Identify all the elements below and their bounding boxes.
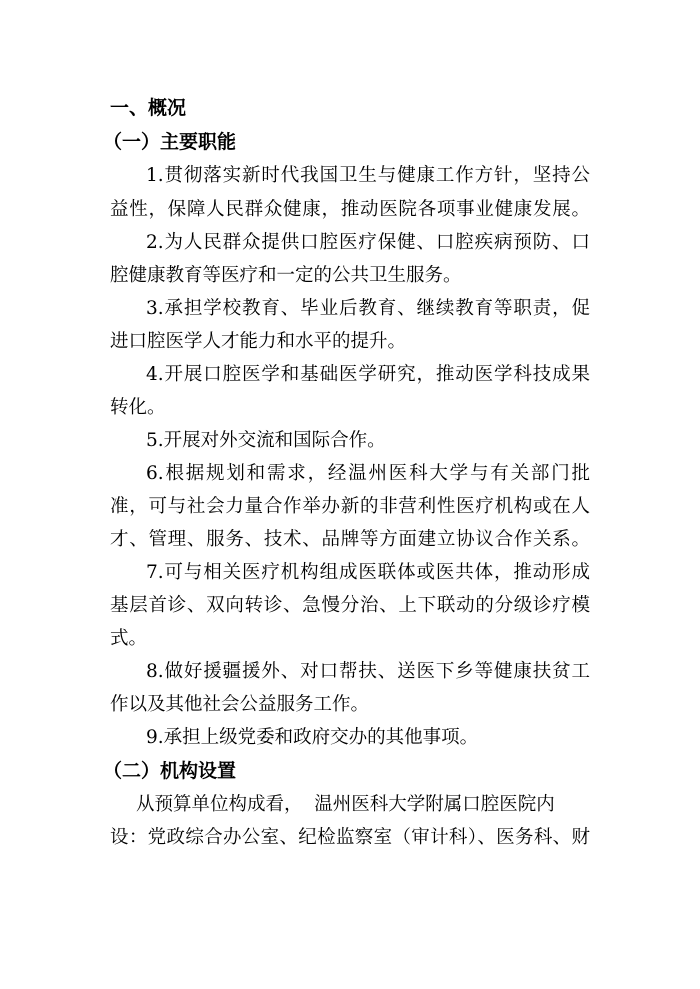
subsection-heading-structure: （二）机构设置 xyxy=(103,760,237,782)
subsection-heading-functions: （一）主要职能 xyxy=(103,131,237,153)
paragraph-line: 7.可与相关医疗机构组成医联体或医共体，推动形成 xyxy=(146,562,590,583)
paragraph-line: 转化。 xyxy=(110,397,166,418)
paragraph-line: 5.开展对外交流和国际合作。 xyxy=(146,430,386,451)
paragraph-line: 3.承担学校教育、毕业后教育、继续教育等职责，促 xyxy=(146,298,590,319)
paragraph-line: 9.承担上级党委和政府交办的其他事项。 xyxy=(146,727,479,748)
paragraph-line: 6.根据规划和需求，经温州医科大学与有关部门批 xyxy=(146,463,590,484)
paragraph-line: 基层首诊、双向转诊、急慢分治、上下联动的分级诊疗模 xyxy=(110,595,590,616)
paragraph-line: 1.贯彻落实新时代我国卫生与健康工作方针，坚持公 xyxy=(146,165,590,186)
paragraph-line: 益性，保障人民群众健康，推动医院各项事业健康发展。 xyxy=(110,199,590,220)
paragraph-line: 8.做好援疆援外、对口帮扶、送医下乡等健康扶贫工 xyxy=(146,661,590,682)
paragraph-line: 2.为人民群众提供口腔医疗保健、口腔疾病预防、口 xyxy=(146,232,590,253)
paragraph-line: 从预算单位构成看， 温州医科大学附属口腔医院内 xyxy=(136,794,555,815)
paragraph-line: 4.开展口腔医学和基础医学研究，推动医学科技成果 xyxy=(146,364,590,385)
paragraph-line: 设：党政综合办公室、纪检监察室（审计科）、医务科、财 xyxy=(110,827,590,848)
paragraph-line: 进口腔医学人才能力和水平的提升。 xyxy=(110,331,407,352)
paragraph-line: 式。 xyxy=(110,628,148,649)
paragraph-line: 作以及其他社会公益服务工作。 xyxy=(110,694,370,715)
paragraph-line: 才、管理、服务、技术、品牌等方面建立协议合作关系。 xyxy=(110,529,590,550)
paragraph-line: 腔健康教育等医疗和一定的公共卫生服务。 xyxy=(110,265,462,286)
paragraph-line: 准，可与社会力量合作举办新的非营利性医疗机构或在人 xyxy=(110,496,590,517)
section-heading: 一、概况 xyxy=(110,97,187,119)
